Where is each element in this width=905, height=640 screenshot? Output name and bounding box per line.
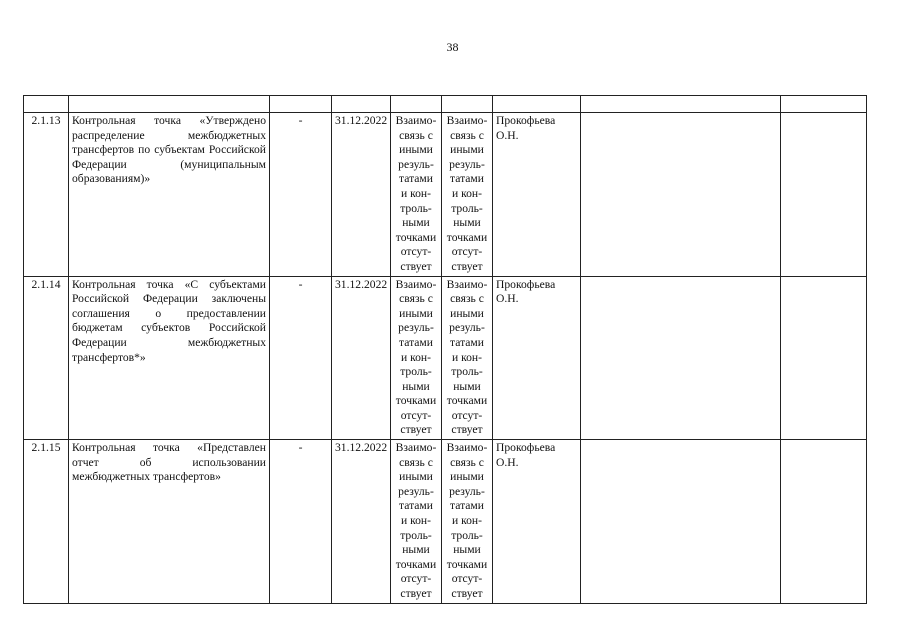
header-cell xyxy=(581,96,781,113)
table-row xyxy=(24,276,867,440)
successor-link: Взаимо- связь с иными резуль- татами и кон- троль- ными точками отсут- ствует xyxy=(442,276,493,440)
predecessor-link: Взаимо- связь с иными резуль- татами и кон- троль- ными точками отсут- ствует xyxy=(391,276,442,440)
empty-cell xyxy=(581,440,781,604)
table-header-row xyxy=(24,96,867,113)
row-mark: - xyxy=(270,113,332,277)
header-cell xyxy=(391,96,442,113)
predecessor-link: Взаимо- связь с иными резуль- татами и кон- троль- ными точками отсут- ствует xyxy=(391,440,442,604)
due-date: 31.12.2022 xyxy=(332,440,391,604)
row-number: 2.1.13 xyxy=(24,113,69,277)
empty-cell xyxy=(781,113,867,277)
header-cell xyxy=(270,96,332,113)
header-cell xyxy=(442,96,493,113)
header-cell xyxy=(781,96,867,113)
due-date: 31.12.2022 xyxy=(332,113,391,277)
responsible-person: Прокофьева О.Н. xyxy=(493,276,581,440)
control-point-name: Контрольная точка «Представлен отчет об использовании межбюджетных трансфертов» xyxy=(69,440,270,604)
page-number: 38 xyxy=(446,40,459,54)
row-mark: - xyxy=(270,440,332,604)
empty-cell xyxy=(781,276,867,440)
responsible-person: Прокофьева О.Н. xyxy=(493,113,581,277)
due-date: 31.12.2022 xyxy=(332,276,391,440)
predecessor-link: Взаимо- связь с иными резуль- татами и кон- троль- ными точками отсут- ствует xyxy=(391,113,442,277)
table-row xyxy=(24,440,867,604)
empty-cell xyxy=(581,113,781,277)
control-points-table xyxy=(23,95,867,604)
control-point-name: Контрольная точка «Утверждено распределение межбюджетных трансфертов по субъектам Российской Федерации (муниципальным образованиям)» xyxy=(69,113,270,277)
control-point-name: Контрольная точка «С субъектами Российской Федерации заключены соглашения о предоставлении бюджетам субъектов Российской Федерации межбюджетных трансфертов*» xyxy=(69,276,270,440)
row-number: 2.1.15 xyxy=(24,440,69,604)
header-cell xyxy=(69,96,270,113)
header-cell xyxy=(493,96,581,113)
empty-cell xyxy=(581,276,781,440)
header-cell xyxy=(332,96,391,113)
row-number: 2.1.14 xyxy=(24,276,69,440)
table-row xyxy=(24,113,867,277)
header-cell xyxy=(24,96,69,113)
empty-cell xyxy=(781,440,867,604)
successor-link: Взаимо- связь с иными резуль- татами и кон- троль- ными точками отсут- ствует xyxy=(442,113,493,277)
successor-link: Взаимо- связь с иными резуль- татами и кон- троль- ными точками отсут- ствует xyxy=(442,440,493,604)
row-mark: - xyxy=(270,276,332,440)
responsible-person: Прокофьева О.Н. xyxy=(493,440,581,604)
